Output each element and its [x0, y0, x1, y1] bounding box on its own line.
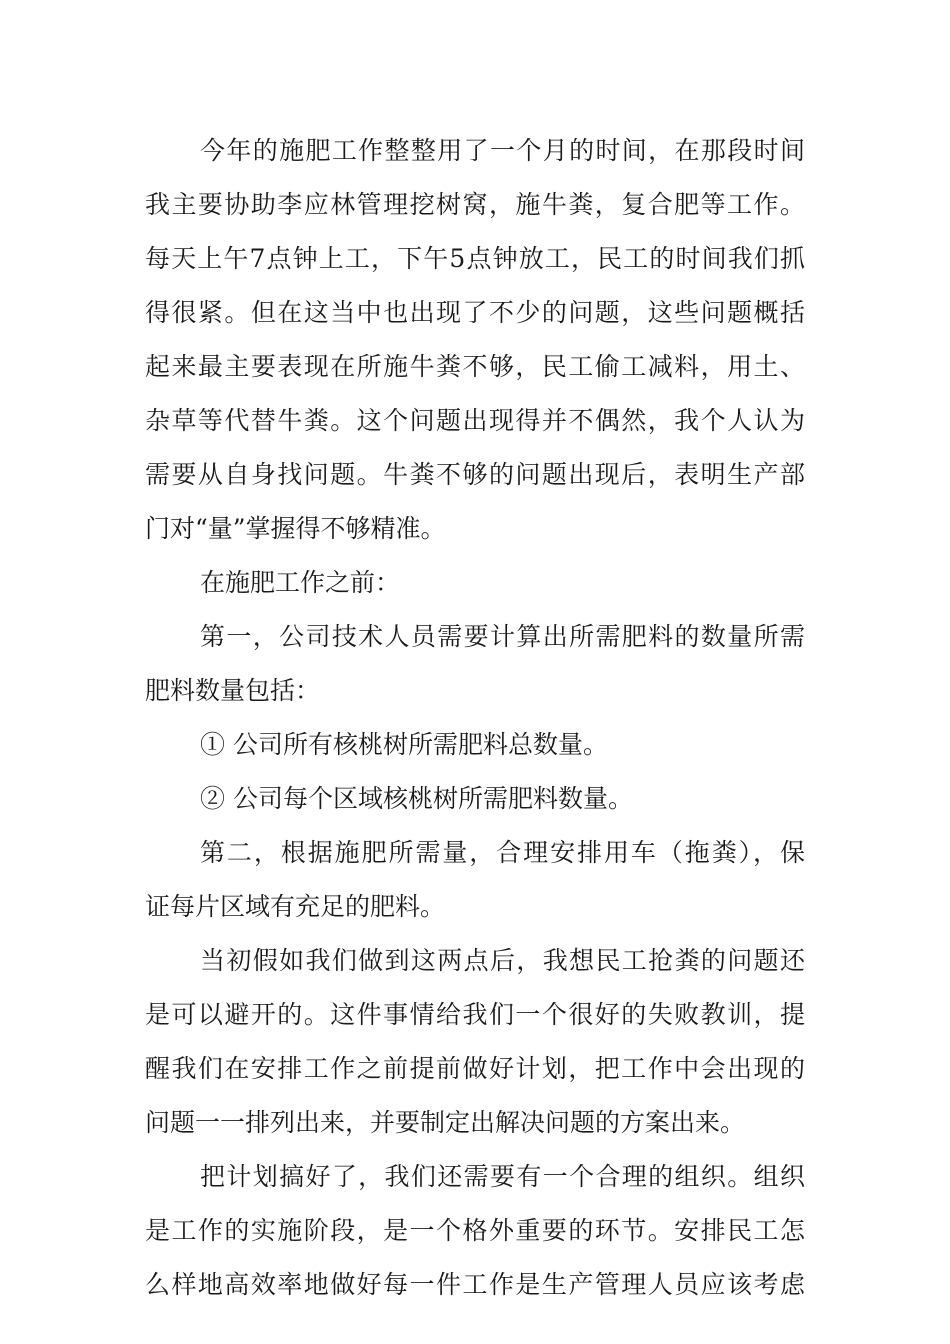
text-line: 今年的施肥工作整整用了一个月的时间，在那段时间 [200, 136, 805, 165]
text-line: 第二，根据施肥所需量，合理安排用车（拖粪），保 [200, 838, 805, 867]
text-line: 起来最主要表现在所施牛粪不够，民工偷工减料，用土、 [145, 352, 805, 381]
paragraph-second-point [145, 826, 805, 934]
text-line: 每天上午7点钟上工，下午5点钟放工，民工的时间我们抓 [145, 244, 805, 273]
paragraph-first-point [145, 610, 805, 718]
document-body [145, 124, 805, 1312]
text-line: 把计划搞好了，我们还需要有一个合理的组织。组织 [200, 1162, 805, 1191]
text-line: 门对“量”掌握得不够精准。 [145, 514, 446, 543]
text-line: 当初假如我们做到这两点后，我想民工抢粪的问题还 [200, 946, 805, 975]
paragraph-before-fertilizing [145, 556, 805, 610]
text-line: 杂草等代替牛粪。这个问题出现得并不偶然，我个人认为 [145, 406, 805, 435]
text-line: 需要从自身找问题。牛粪不够的问题出现后，表明生产部 [145, 460, 805, 489]
list-item-region-quantity [145, 772, 805, 826]
text-line: 第一，公司技术人员需要计算出所需肥料的数量所需 [200, 622, 805, 651]
text-line: 醒我们在安排工作之前提前做好计划，把工作中会出现的 [145, 1054, 805, 1083]
text-line: 我主要协助李应林管理挖树窝，施牛粪，复合肥等工作。 [145, 190, 805, 219]
paragraph-lesson-learned [145, 934, 805, 1150]
text-line: 是可以避开的。这件事情给我们一个很好的失败教训，提 [145, 1000, 805, 1029]
paragraph-fertilizing-summary [145, 124, 805, 556]
list-item-total-quantity [145, 718, 805, 772]
text-line: ① 公司所有核桃树所需肥料总数量。 [200, 730, 608, 759]
text-line: 得很紧。但在这当中也出现了不少的问题，这些问题概括 [145, 298, 805, 327]
text-line: ② 公司每个区域核桃树所需肥料数量。 [200, 784, 633, 813]
text-line: 在施肥工作之前： [200, 568, 401, 597]
text-line: 问题一一排列出来，并要制定出解决问题的方案出来。 [145, 1108, 746, 1137]
text-line: 肥料数量包括： [145, 676, 321, 705]
text-line: 是工作的实施阶段，是一个格外重要的环节。安排民工怎 [145, 1216, 805, 1245]
paragraph-organization [145, 1150, 805, 1312]
text-line: 么样地高效率地做好每一件工作是生产管理人员应该考虑 [145, 1270, 805, 1299]
text-line: 证每片区域有充足的肥料。 [145, 892, 446, 921]
